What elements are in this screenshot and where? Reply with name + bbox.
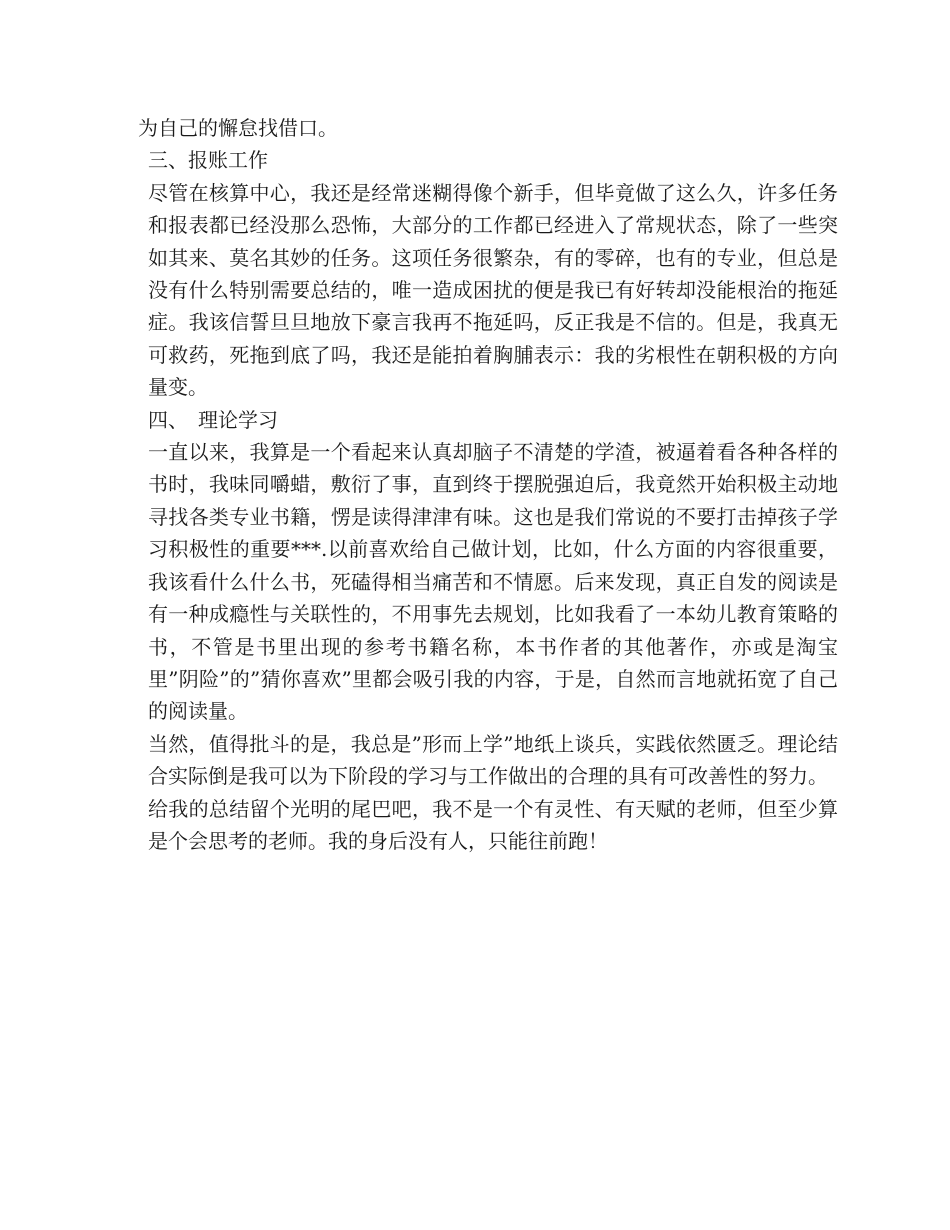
paragraph-reflection: 当然，值得批斗的是，我总是”形而上学”地纸上谈兵，实践依然匮乏。理论结合实际倒是我可以为下阶段的学习与工作做出的合理的具有可改善性的努力。 [148,731,838,789]
paragraph-conclusion: 给我的总结留个光明的尾巴吧，我不是一个有灵性、有天赋的老师，但至少算是个会思考的老师。我的身后没有人，只能往前跑！ [148,796,838,853]
section-heading-theory-study: 四、 理论学习 [148,407,278,432]
paragraph-continuation: 为自己的懈怠找借口。 [138,116,338,140]
paragraph-reimbursement: 尽管在核算中心，我还是经常迷糊得像个新手，但毕竟做了这么久，许多任务和报表都已经没那么恐怖，大部分的工作都已经进入了常规状态，除了一些突如其来、莫名其妙的任务。这项任务很繁杂，有的零碎，也有的专业，但总是没有什么特别需要总结的，唯一造成困扰的便是我已有好转却没能根治的拖延症。我该信誓旦旦地放下豪言我再不拖延吗，反正我是不信的。但是，我真无可救药，死拖到底了吗，我还是能拍着胸脯表示：我的劣根性在朝积极的方向量变。 [148,180,838,400]
section-heading-reimbursement: 三、报账工作 [148,148,268,173]
document-body [138,112,838,857]
paragraph-theory-study: 一直以来，我算是一个看起来认真却脑子不清楚的学渣，被逼着看各种各样的书时，我味同嚼蜡，敷衍了事，直到终于摆脱强迫后，我竟然开始积极主动地寻找各类专业书籍，愣是读得津津有味。这也是我们常说的不要打击掉孩子学习积极性的重要***.以前喜欢给自己做计划，比如，什么方面的内容很重要，我该看什么什么书，死磕得相当痛苦和不情愿。后来发现，真正自发的阅读是有一种成瘾性与关联性的，不用事先去规划，比如我看了一本幼儿教育策略的书，不管是书里出现的参考书籍名称，本书作者的其他著作，亦或是淘宝里”阴险”的”猜你喜欢”里都会吸引我的内容，于是，自然而言地就拓宽了自己的阅读量。 [148,440,838,724]
